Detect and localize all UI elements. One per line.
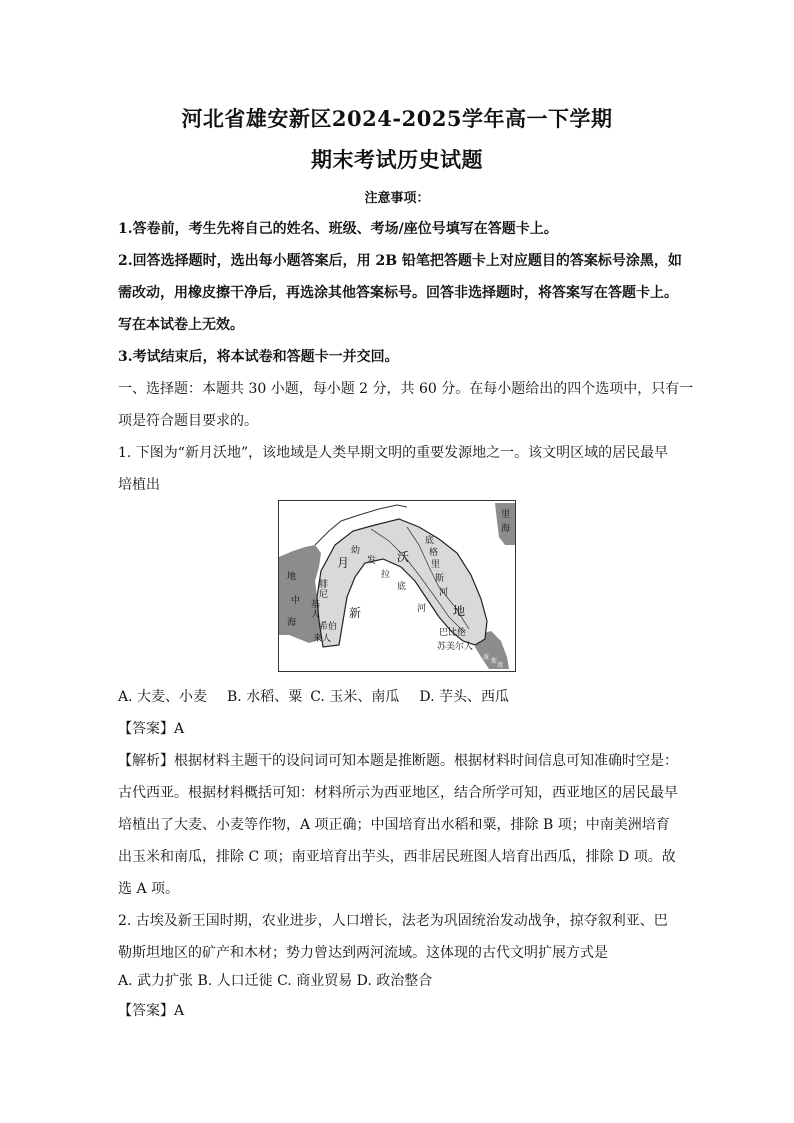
notice-item-2: 2.回答选择题时，选出每小题答案后，用 2B 铅笔把答题卡上对应题目的答案标号涂黑，如 bbox=[118, 253, 682, 269]
map-label-sumeier: 苏美尔人 bbox=[437, 642, 474, 652]
q1-option-b: B. 水稻、粟 bbox=[227, 689, 303, 705]
map-label-lairen: 来人 bbox=[313, 634, 332, 644]
q1-option-c: C. 玉米、南瓜 bbox=[310, 689, 400, 705]
map-label-fa: 发 bbox=[367, 556, 377, 566]
fertile-crescent-map bbox=[278, 500, 516, 672]
map-label-di4: 底 bbox=[425, 536, 435, 546]
map-label-zhong: 中 bbox=[291, 596, 301, 606]
q1-stem-cont: 培植出 bbox=[118, 477, 160, 493]
map-label-la: 拉 bbox=[381, 570, 391, 580]
exam-title-line2: 期末考试历史试题 bbox=[311, 147, 483, 172]
map-label-he2: 河 bbox=[439, 588, 449, 598]
map-label-si2: 斯 bbox=[491, 658, 498, 665]
notice-item-3: 3.考试结束后，将本试卷和答题卡一并交回。 bbox=[118, 349, 399, 365]
map-label-xibo: 希伯 bbox=[319, 622, 338, 632]
q1-stem: 1. 下图为“新月沃地”，该地域是人类早期文明的重要发源地之一。该文明区域的居民最早 bbox=[118, 445, 669, 461]
notice-heading: 注意事项： bbox=[364, 191, 430, 206]
map-label-wo: 沃 bbox=[397, 550, 410, 564]
map-label-ji: 基 bbox=[311, 600, 321, 610]
map-label-hai: 海 bbox=[501, 524, 511, 534]
map-label-you: 幼 bbox=[351, 546, 361, 556]
q1-analysis-1: 【解析】根据材料主题干的设问词可知本题是推断题。根据材料时间信息可知准确时空是： bbox=[118, 753, 678, 769]
section-instruction-cont: 项是符合题目要求的。 bbox=[118, 413, 258, 429]
notice-item-2-cont: 需改动，用橡皮擦干净后，再选涂其他答案标号。回答非选择题时，将答案写在答题卡上。 bbox=[118, 285, 678, 301]
map-label-ni: 尼 bbox=[319, 590, 329, 600]
q1-options bbox=[118, 686, 688, 706]
q1-analysis-3: 培植出了大麦、小麦等作物，A 项正确；中国培育出水稻和粟，排除 B 项；中南美洲培育 bbox=[118, 817, 670, 833]
map-label-si: 斯 bbox=[435, 574, 445, 584]
q1-analysis-4: 出玉米和南瓜，排除 C 项；南亚培育出芋头，西非居民班图人培育出西瓜，排除 D 项。故 bbox=[118, 849, 676, 865]
map-label-ge: 格 bbox=[429, 548, 439, 558]
notice-item-2-end: 写在本试卷上无效。 bbox=[118, 317, 244, 333]
map-label-li2: 里 bbox=[431, 560, 441, 570]
q2-options: A. 武力扩张 B. 人口迁徙 C. 商业贸易 D. 政治整合 bbox=[118, 973, 433, 989]
map-label-babilun: 巴比伦 bbox=[439, 628, 467, 638]
map-label-he: 河 bbox=[417, 604, 427, 614]
q1-option-d: D. 芋头、西瓜 bbox=[419, 689, 509, 705]
q1-analysis-2: 古代西亚。根据材料概括可知：材料所示为西亚地区，结合所学可知，西亚地区的居民最早 bbox=[118, 785, 678, 801]
map-label-di3: 底 bbox=[397, 582, 407, 592]
q1-option-a: A. 大麦、小麦 bbox=[118, 689, 208, 705]
q2-stem: 2. 古埃及新王国时期，农业进步，人口增长，法老为巩固统治发动战争，掠夺叙利亚、巴 bbox=[118, 913, 668, 929]
map-label-wan: 湾 bbox=[497, 662, 504, 669]
section-instruction: 一、选择题：本题共 30 小题，每小题 2 分，共 60 分。在每小题给出的四个选项中，只有一 bbox=[118, 381, 694, 397]
exam-title-line1: 河北省雄安新区2024-2025学年高一下学期 bbox=[181, 106, 613, 131]
q2-stem-cont: 勒斯坦地区的矿产和木材；势力曾达到两河流域。这体现的古代文明扩展方式是 bbox=[118, 945, 608, 961]
map-label-yue: 月 bbox=[337, 556, 350, 570]
map-label-xin: 新 bbox=[349, 606, 362, 620]
q1-answer: 【答案】A bbox=[118, 721, 185, 737]
map-label-ren: 人 bbox=[311, 610, 321, 620]
q2-answer: 【答案】A bbox=[118, 1003, 185, 1019]
map-label-bo: 波 bbox=[483, 654, 490, 661]
map-label-fei: 腓 bbox=[319, 580, 329, 590]
map-label-hai2: 海 bbox=[287, 618, 297, 628]
map-label-di: 地 bbox=[287, 572, 297, 582]
notice-item-1: 1.答卷前，考生先将自己的姓名、班级、考场/座位号填写在答题卡上。 bbox=[118, 221, 558, 237]
map-label-li: 里 bbox=[501, 510, 511, 520]
map-label-di2: 地 bbox=[453, 604, 466, 618]
q1-analysis-5: 选 A 项。 bbox=[118, 881, 180, 897]
